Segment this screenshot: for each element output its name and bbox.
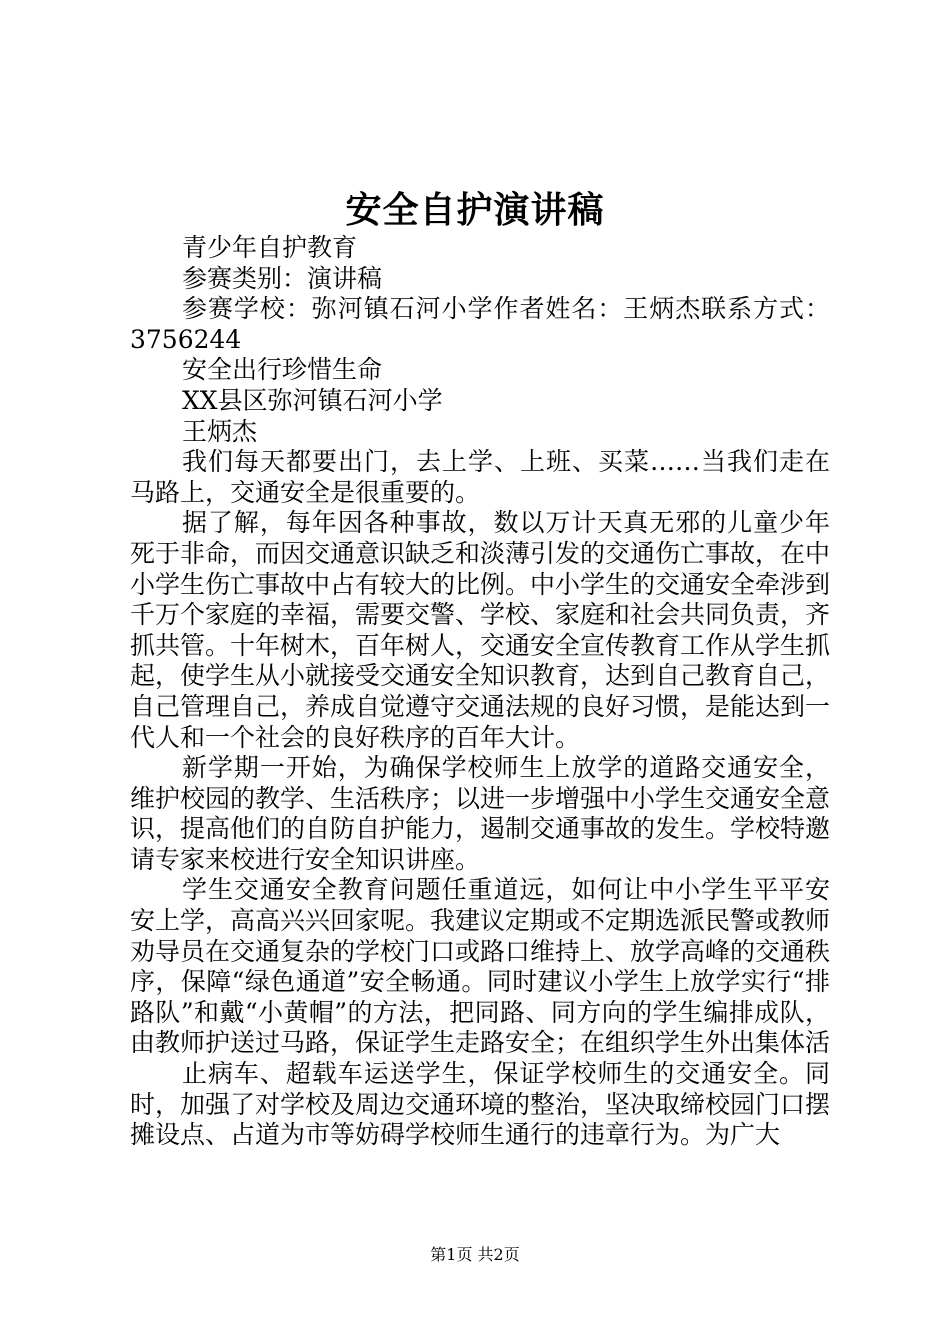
- paragraph-category: 参赛类别：演讲稿: [182, 263, 383, 293]
- paragraph-body: 据了解，每年因各种事故，数以万计天真无邪的儿童少年死于非命，而因交通意识缺乏和淡薄引发的交通伤亡事故，在中小学生伤亡事故中占有较大的比例。中小学生的交通安全牵涉到千万个家庭的幸福，需要交警、学校、家庭和社会共同负责，齐抓共管。十年树木，百年树人，交通安全宣传教育工作从学生抓起，使学生从小就接受交通安全知识教育，达到自己教育自己，自己管理自己，养成自觉遵守交通法规的良好习惯，是能达到一代人和一个社会的良好秩序的百年大计。: [130, 508, 831, 752]
- paragraph-topic: 青少年自护教育: [182, 233, 358, 262]
- document-title: 安全自护演讲稿: [345, 189, 605, 231]
- paragraph-school-name: XX县区弥河镇石河小学: [182, 385, 443, 415]
- page-number-footer: 第1页 共2页: [430, 1245, 520, 1264]
- paragraph-body: 新学期一开始，为确保学校师生上放学的道路交通安全，维护校园的教学、生活秩序；以进一步增强中小学生交通安全意识，提高他们的自防自护能力，遏制交通事故的发生。学校特邀请专家来校进行安全知识讲座。: [130, 753, 831, 874]
- paragraph-body: 学生交通安全教育问题任重道远，如何让中小学生平平安安上学，高高兴兴回家呢。我建议定期或不定期选派民警或教师劝导员在交通复杂的学校门口或路口维持上、放学高峰的交通秩序，保障“绿色通道”安全畅通。同时建议小学生上放学实行“排路队”和戴“小黄帽”的方法，把同路、同方向的学生编排成队，由教师护送过马路，保证学生走路安全；在组织学生外出集体活: [130, 875, 831, 1058]
- paragraph-school-author-contact: 参赛学校：弥河镇石河小学作者姓名：王炳杰联系方式：3756244: [130, 294, 830, 354]
- paragraph-body: 我们每天都要出门，去上学、上班、买菜……当我们走在马路上，交通安全是很重要的。: [130, 447, 830, 507]
- paragraph-body: 止病车、超载车运送学生，保证学校师生的交通安全。同时，加强了对学校及周边交通环境的整治，坚决取缔校园门口摆摊设点、占道为市等妨碍学校师生通行的违章行为。为广大: [130, 1059, 831, 1150]
- document-body: [130, 233, 830, 1151]
- paragraph-speech-title: 安全出行珍惜生命: [182, 355, 383, 385]
- paragraph-author-name: 王炳杰: [182, 416, 258, 446]
